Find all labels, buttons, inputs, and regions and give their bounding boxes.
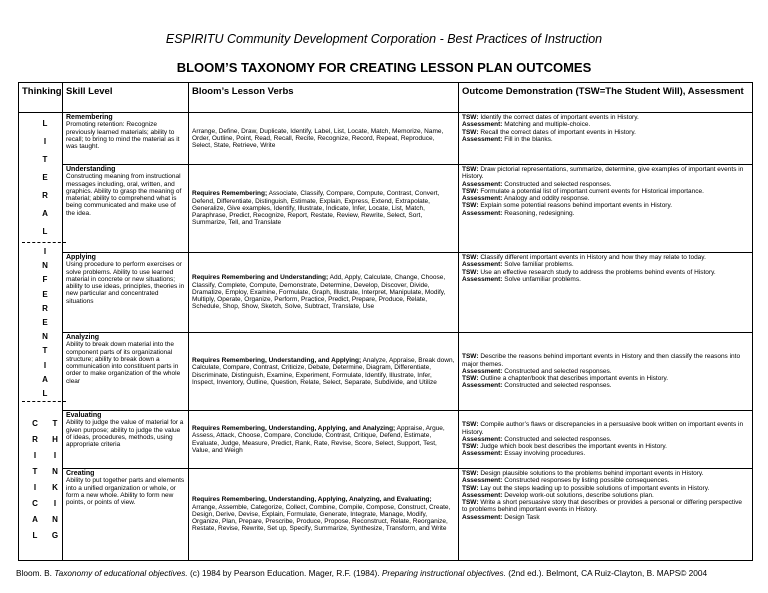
- outcome-text: Constructed and selected responses.: [504, 367, 612, 375]
- verbs-cell: [189, 113, 459, 165]
- assessment-label: Assessment:: [462, 477, 503, 485]
- citation-title: Preparing instructional objectives.: [381, 568, 506, 578]
- assessment-label: Assessment:: [462, 435, 503, 443]
- table-header-row: [19, 83, 753, 113]
- outcome-text: Matching and multiple-choice.: [504, 121, 591, 129]
- literal-letter: A: [42, 209, 48, 218]
- outcome-text: Formulate a potential list of important current events for Historical importance.: [480, 187, 704, 195]
- outcome-line: [462, 121, 749, 128]
- outcome-line: [462, 261, 749, 268]
- outcome-line: [462, 188, 749, 195]
- outcome-line: [462, 368, 749, 375]
- tsw-label: TSW:: [462, 484, 479, 492]
- outcome-text: Judge which book best describes the important events in History.: [480, 443, 667, 451]
- inferential-letter: T: [42, 346, 48, 355]
- outcome-line: [462, 195, 749, 202]
- skill-name: Applying: [66, 254, 96, 261]
- outcome-line: [462, 375, 749, 382]
- outcome-cell: [459, 411, 753, 469]
- skill-description: Ability to judge the value of material for a given purpose; ability to judge the value of ideas, procedures, methods, using appropriate criteria: [66, 419, 184, 449]
- verbs-text: Associate, Classify, Compare, Compute, Contrast, Convert, Defend, Differentiate, Distinguish, Estimate, Explain, Express, Extend, Extrapolate, Generalize, Give examples, Identify, Illustrate, Indicate, Infer, Locate, List, Match, Paraphrase, Predict, Recognize, Report, Restate, Review, Rewrite, Select, Sort, Summarize, Tell, and Translate: [192, 190, 440, 227]
- assessment-label: Assessment:: [462, 261, 503, 269]
- literal-letter: I: [43, 137, 47, 146]
- tsw-label: TSW:: [462, 114, 479, 121]
- outcome-line: [462, 181, 749, 188]
- outcome-text: Develop work-out solutions, describe solutions plan.: [504, 491, 654, 499]
- inferential-letter: I: [43, 247, 47, 256]
- verbs-text: Arrange, Define, Draw, Duplicate, Identify, Label, List, Locate, Match, Memorize, Name, Order, Outline, Point, Read, Recall, Recite, Recognize, Record, Repeat, Reproduce, Select, State, Retrieve, Write: [192, 127, 444, 150]
- inferential-letter: E: [42, 318, 48, 327]
- outcome-text: Write a short persuasive story that describes or provides a personal or differing perspective to problems behind important events in History.: [462, 499, 743, 514]
- literal-letter: E: [42, 173, 48, 182]
- verbs-cell: [189, 411, 459, 469]
- table-row: [19, 165, 753, 253]
- table-row: [19, 253, 753, 333]
- tsw-label: TSW:: [462, 443, 479, 451]
- outcome-text: Draw pictorial representations, summarize, determine, give examples of important events in History.: [462, 166, 744, 181]
- verbs-cell: [189, 469, 459, 561]
- outcome-text: Solve unfamiliar problems.: [504, 275, 581, 283]
- outcome-text: Constructed and selected responses.: [504, 180, 612, 188]
- assessment-label: Assessment:: [462, 450, 503, 458]
- citation-part: Bloom. B.: [16, 568, 55, 578]
- outcome-text: Outline a chapter/book that describes important events in History.: [480, 375, 669, 383]
- outcome-text: Classify different important events in History and how they may relate to today.: [480, 254, 706, 261]
- outcome-line: [462, 514, 749, 521]
- inferential-letter: R: [42, 304, 48, 313]
- outcome-line: [462, 353, 749, 368]
- outcome-line: [462, 485, 749, 492]
- outcome-line: [462, 450, 749, 457]
- critical-letter: C: [32, 499, 38, 508]
- tsw-label: TSW:: [462, 470, 479, 477]
- inferential-letter: L: [42, 389, 48, 398]
- tsw-label: TSW:: [462, 166, 479, 173]
- outcome-line: [462, 210, 749, 217]
- outcome-text: Describe the reasons behind important events in History and then classify the reasons into major themes.: [462, 353, 741, 368]
- thinking-letter: I: [53, 451, 57, 460]
- col-header-outcome: Outcome Demonstration (TSW=The Student Will), Assessment: [459, 83, 753, 113]
- citation-footer: [16, 568, 756, 578]
- critical-letter: L: [32, 531, 38, 540]
- verbs-text: Add, Apply, Calculate, Change, Choose, Classify, Complete, Compute, Demonstrate, Determine, Develop, Discover, Divide, Dramatize, Employ, Examine, Formulate, Graph, Illustrate, Interpret, Manipulate, Modify, Multiply, Operate, Organize, Perform, Practice, Predict, Prepare, Produce, Relate, Schedule, Shop, Show, Sketch, Solve, Subtract, Translate, Use: [192, 274, 446, 311]
- organization-header: ESPIRITU Community Development Corporation - Best Practices of Instruction: [165, 32, 603, 46]
- tsw-label: TSW:: [462, 254, 479, 261]
- table-row: [19, 411, 753, 469]
- outcome-text: Constructed responses by listing possible consequences.: [504, 477, 670, 485]
- col-header-lesson-verbs: Bloom’s Lesson Verbs: [189, 83, 459, 113]
- verbs-requirement: Requires Remembering;: [192, 190, 268, 198]
- tsw-label: TSW:: [462, 421, 479, 429]
- inferential-letter: F: [42, 275, 48, 284]
- skill-name: Evaluating: [66, 412, 102, 419]
- col-header-thinking: Thinking: [19, 83, 63, 113]
- assessment-label: Assessment:: [462, 195, 503, 203]
- outcome-cell: [459, 165, 753, 253]
- tsw-label: TSW:: [462, 268, 479, 276]
- skill-description: Promoting retention: Recognize previously learned materials; ability to recall; to bring to mind the material as it was taught.: [66, 121, 180, 151]
- verbs-text: Arrange, Assemble, Categorize, Collect, Combine, Compile, Compose, Construct, Create, Design, Derive, Devise, Explain, Formulate, Generate, Integrate, Manage, Modify, Organize, Plan, Prepare, Prescribe, Produce, Propose, Reconstruct, Relate, Reorganize, Restate, Revise, Rewrite, Set up, Specify, Summarize, Synthesize, Transform, and Write: [192, 503, 451, 533]
- outcome-text: Identify the correct dates of important events in History.: [480, 114, 639, 121]
- critical-letter: T: [32, 467, 38, 476]
- inferential-letter: A: [42, 375, 48, 384]
- verbs-text: Appraise, Argue, Assess, Attack, Choose, Compare, Conclude, Contrast, Critique, Defend, Estimate, Evaluate, Judge, Measure, Predict, Rank, Rate, Revise, Score, Select, Support, Test, Value, and Weigh: [192, 424, 445, 454]
- outcome-text: Essay involving procedures.: [504, 450, 586, 458]
- outcome-line: [462, 129, 749, 136]
- outcome-cell: [459, 469, 753, 561]
- inferential-letter: N: [42, 332, 48, 341]
- tsw-label: TSW:: [462, 353, 479, 361]
- assessment-label: Assessment:: [462, 382, 503, 390]
- skill-cell: [63, 411, 189, 469]
- literal-letter: L: [42, 227, 48, 236]
- outcome-text: Constructed and selected responses.: [504, 435, 612, 443]
- thinking-divider: [22, 401, 66, 402]
- outcome-text: Constructed and selected responses.: [504, 382, 612, 390]
- outcome-line: [462, 421, 749, 436]
- skill-description: Constructing meaning from instructional messages including, oral, written, and graphics. Ability to grasp the meaning of material; ability to comprehend what is being communicated and make use of the idea.: [66, 173, 182, 217]
- thinking-letter: K: [52, 483, 58, 492]
- citation-title: Taxonomy of educational objectives.: [54, 568, 188, 578]
- outcome-line: [462, 477, 749, 484]
- thinking-letter: I: [53, 499, 57, 508]
- assessment-label: Assessment:: [462, 121, 503, 129]
- outcome-line: [462, 382, 749, 389]
- tsw-label: TSW:: [462, 187, 479, 195]
- tsw-label: TSW:: [462, 128, 479, 136]
- outcome-line: [462, 499, 749, 514]
- assessment-label: Assessment:: [462, 367, 503, 375]
- verbs-cell: [189, 253, 459, 333]
- outcome-text: Reasoning, redesigning.: [504, 209, 575, 217]
- outcome-line: [462, 470, 749, 477]
- skill-cell: [63, 165, 189, 253]
- verbs-requirement: Requires Remembering, Understanding, and Applying;: [192, 356, 362, 364]
- thinking-letter: T: [52, 419, 58, 428]
- outcome-line: [462, 492, 749, 499]
- outcome-line: [462, 443, 749, 450]
- skill-cell: [63, 469, 189, 561]
- critical-letter: A: [32, 515, 38, 524]
- literal-letter: R: [42, 191, 48, 200]
- citation-part: (2nd ed.). Belmont, CA Ruiz-Clayton, B. MAPS© 2004: [505, 568, 708, 578]
- outcome-cell: [459, 253, 753, 333]
- verbs-requirement: Requires Remembering, Understanding, Applying, and Analyzing;: [192, 424, 396, 432]
- tsw-label: TSW:: [462, 202, 479, 210]
- citation-part: (c) 1984 by Pearson Education. Mager, R.F. (1984).: [187, 568, 382, 578]
- verbs-requirement: Requires Remembering, Understanding, Applying, Analyzing, and Evaluating;: [192, 496, 432, 504]
- verbs-text: Analyze, Appraise, Break down, Calculate, Compare, Contrast, Criticize, Debate, Determine, Diagram, Differentiate, Discriminate, Distinguish, Examine, Experiment, Formulate, Identify, Illustrate, Infer, Inspect, Inventory, Outline, Question, Relate, Select, Separate, Subdivide, and Utilize: [192, 356, 455, 386]
- skill-cell: [63, 253, 189, 333]
- skill-name: Creating: [66, 470, 95, 477]
- thinking-letter: H: [52, 435, 58, 444]
- thinking-letter: N: [52, 515, 58, 524]
- col-header-skill-level: Skill Level: [63, 83, 189, 113]
- taxonomy-table: [18, 82, 753, 561]
- skill-description: Using procedure to perform exercises or solve problems. Ability to use learned material in concrete or new situations; ability to use ideas, principles, theories in new particular and concentrated situations: [66, 261, 185, 305]
- inferential-letter: N: [42, 261, 48, 270]
- skill-cell: [63, 333, 189, 411]
- outcome-line: [462, 276, 749, 283]
- critical-letter: C: [32, 419, 38, 428]
- outcome-line: [462, 166, 749, 181]
- outcome-cell: [459, 113, 753, 165]
- literal-letter: L: [42, 119, 48, 128]
- outcome-text: Design plausible solutions to the problems behind important events in History.: [480, 470, 704, 477]
- outcome-line: [462, 436, 749, 443]
- critical-letter: I: [33, 451, 37, 460]
- outcome-text: Lay out the steps leading up to possible solutions of important events in History.: [480, 484, 710, 492]
- outcome-line: [462, 114, 749, 121]
- outcome-text: Compile author’s flaws or discrepancies in a persuasive book written on important events in History.: [462, 421, 744, 436]
- skill-name: Remembering: [66, 114, 113, 121]
- critical-letter: R: [32, 435, 38, 444]
- table-row: [19, 333, 753, 411]
- table-row: [19, 469, 753, 561]
- verbs-cell: [189, 165, 459, 253]
- tsw-label: TSW:: [462, 375, 479, 383]
- page-title: BLOOM’S TAXONOMY FOR CREATING LESSON PLAN OUTCOMES: [176, 60, 592, 75]
- assessment-label: Assessment:: [462, 135, 503, 143]
- outcome-text: Analogy and oddity response.: [503, 195, 590, 203]
- assessment-label: Assessment:: [462, 209, 503, 217]
- outcome-text: Solve familiar problems.: [504, 261, 574, 269]
- outcome-text: Recall the correct dates of important events in History.: [480, 128, 636, 136]
- literal-letter: T: [42, 155, 48, 164]
- skill-cell: [63, 113, 189, 165]
- verbs-cell: [189, 333, 459, 411]
- inferential-letter: I: [43, 361, 47, 370]
- critical-letter: I: [33, 483, 37, 492]
- outcome-text: Design Task: [504, 513, 540, 521]
- outcome-line: [462, 136, 749, 143]
- outcome-text: Explain some potential reasons behind important events in History.: [480, 202, 673, 210]
- outcome-line: [462, 202, 749, 209]
- verbs-requirement: Requires Remembering and Understanding;: [192, 274, 329, 282]
- assessment-label: Assessment:: [462, 513, 503, 521]
- outcome-line: [462, 254, 749, 261]
- outcome-cell: [459, 333, 753, 411]
- inferential-letter: E: [42, 290, 48, 299]
- tsw-label: TSW:: [462, 499, 479, 507]
- skill-description: Ability to put together parts and elements into a unified organization or whole, or form a new whole. Ability to form new points, or points of view.: [66, 477, 185, 507]
- thinking-column: [19, 113, 63, 561]
- assessment-label: Assessment:: [462, 180, 503, 188]
- thinking-divider: [22, 242, 66, 243]
- assessment-label: Assessment:: [462, 275, 503, 283]
- table-row: [19, 113, 753, 165]
- outcome-text: Fill in the blanks.: [504, 135, 553, 143]
- skill-name: Understanding: [66, 166, 116, 173]
- skill-name: Analyzing: [66, 334, 100, 341]
- skill-description: Ability to break down material into the component parts of its organizational structure; ability to break down a communication into constituent parts in order to make organization of the whole clear: [66, 341, 181, 385]
- outcome-line: [462, 269, 749, 276]
- assessment-label: Assessment:: [462, 491, 503, 499]
- thinking-letter: G: [51, 531, 59, 540]
- outcome-text: Use an effective research study to address the problems behind events of History.: [480, 268, 716, 276]
- thinking-letter: N: [52, 467, 58, 476]
